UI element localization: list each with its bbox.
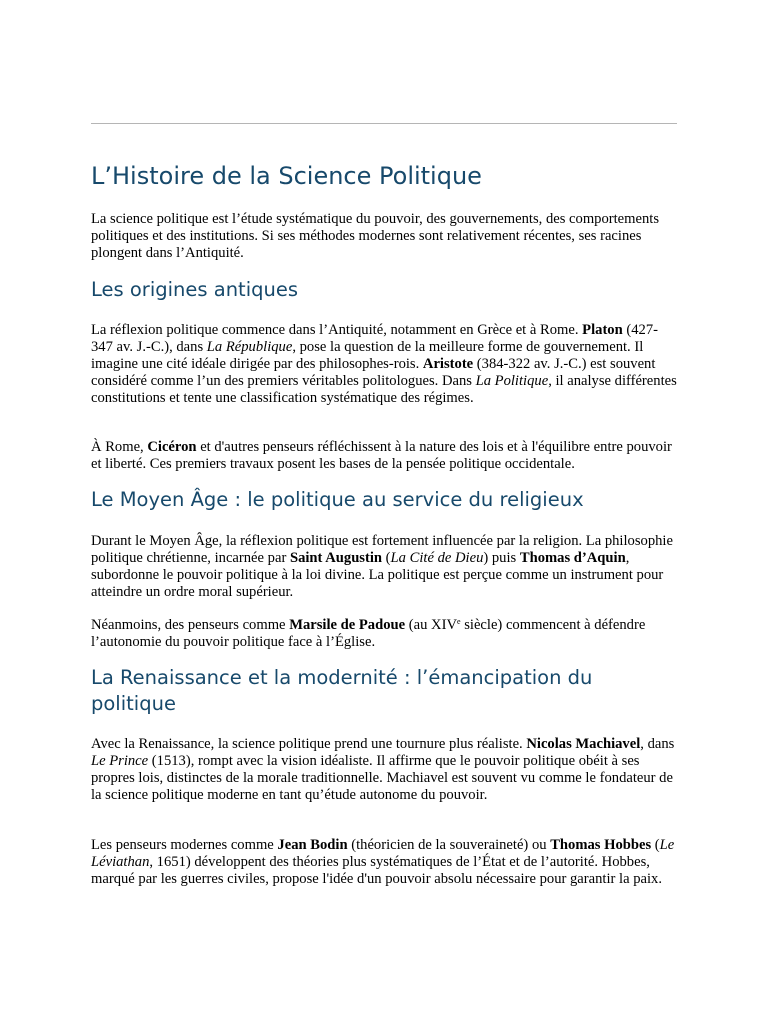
paragraph-text: ) puis — [483, 550, 520, 566]
section-paragraph — [91, 736, 677, 804]
work-title: La République — [206, 339, 293, 355]
paragraph-text: et d'autres penseurs réfléchissent à la nature des lois et à l'équilibre entre pouvoir et liberté. Ces premiers travaux posent les bases de la pensée politique occidentale. — [91, 439, 672, 472]
paragraph-text: Durant le Moyen Âge, la réflexion politique est fortement influencée par la religion. La philosophie politique chrétienne, incarnée par — [91, 533, 673, 566]
document-title: L’Histoire de la Science Politique — [91, 162, 482, 190]
superscript: e — [457, 617, 461, 626]
paragraph-text: ( — [382, 550, 391, 566]
paragraph-text: , dans — [640, 736, 675, 752]
intro-text: récentes, ses racines plongent dans l’Antiquité. — [91, 228, 642, 261]
section-heading: Les origines antiques — [91, 278, 299, 301]
section-paragraph — [91, 837, 677, 888]
paragraph-text: (384-322 av. J.-C.) est souvent considéré comme l’un des premiers véritables politologues. Dans — [91, 356, 656, 389]
paragraph-text: , subordonne le pouvoir politique à la loi divine. La politique est perçue comme un instrument pour atteindre un ordre moral supérieur. — [91, 550, 664, 600]
author-name: Marsile de Padoue — [289, 617, 406, 633]
intro-text: comportements politiques et des institutions. Si ses méthodes modernes sont relativement — [91, 211, 660, 244]
work-title: La Cité de Dieu — [390, 550, 484, 566]
section-heading: Le Moyen Âge : le politique au service du religieux — [91, 488, 584, 511]
author-name: Jean Bodin — [277, 837, 348, 853]
author-name: Platon — [582, 322, 623, 338]
work-title: Le Prince — [91, 753, 149, 769]
paragraph-text: , 1651) développent des théories plus systématiques de l’État et de l’autorité. Hobbes, marqué par les guerres civiles, propose l'idée d'un pouvoir absolu nécessaire pour garantir la paix. — [91, 854, 662, 887]
intro-text: La science politique est l’étude systématique du pouvoir, des gouvernements, des — [91, 211, 570, 227]
paragraph-text: (théoricien de la souveraineté) ou — [347, 837, 551, 853]
paragraph-text: Néanmoins, des penseurs comme — [91, 617, 290, 633]
author-name: Aristote — [422, 356, 474, 372]
paragraph-text: Avec la Renaissance, la science politique prend une tournure plus réaliste. — [91, 736, 527, 752]
author-name: Cicéron — [147, 439, 197, 455]
paragraph-text: (1513), rompt avec la vision idéaliste. Il affirme que le pouvoir politique obéit à ses propres lois, distinctes de la morale traditionnelle. Machiavel est souvent vu comme le fondateur de la science politique moderne en tant qu’étude autonome du pouvoir. — [91, 753, 673, 803]
section-paragraph — [91, 322, 677, 407]
work-title: Le Léviathan — [91, 837, 675, 870]
author-name: Saint Augustin — [289, 550, 383, 566]
paragraph-text: Les penseurs modernes comme — [91, 837, 278, 853]
paragraph-text: ( — [651, 837, 660, 853]
section-paragraph — [91, 533, 677, 601]
paragraph-text: (au XIV — [405, 617, 457, 633]
section-paragraph — [91, 439, 677, 473]
intro-paragraph — [91, 211, 677, 262]
section-heading: La Renaissance et la modernité : l’émancipation du politique — [91, 666, 593, 715]
paragraph-text: (427-347 av. J.-C.), dans — [91, 322, 658, 355]
author-name: Thomas Hobbes — [550, 837, 652, 853]
paragraph-text: , il analyse différentes constitutions et tente une classification systématique des régimes. — [91, 373, 677, 406]
paragraph-text: , pose la question de la meilleure forme de gouvernement. Il imagine une cité idéale dirigée par des philosophes-rois. — [91, 339, 644, 372]
paragraph-text: À Rome, — [91, 439, 148, 455]
work-title: La Politique — [475, 373, 549, 389]
author-name: Nicolas Machiavel — [526, 736, 641, 752]
section-paragraph — [91, 617, 677, 651]
horizontal-rule — [91, 123, 677, 124]
author-name: Thomas d’Aquin — [519, 550, 626, 566]
paragraph-text: La réflexion politique commence dans l’Antiquité, notamment en Grèce et à Rome. — [91, 322, 583, 338]
paragraph-text: siècle) commencent à défendre l’autonomie du pouvoir politique face à l’Église. — [91, 617, 646, 650]
